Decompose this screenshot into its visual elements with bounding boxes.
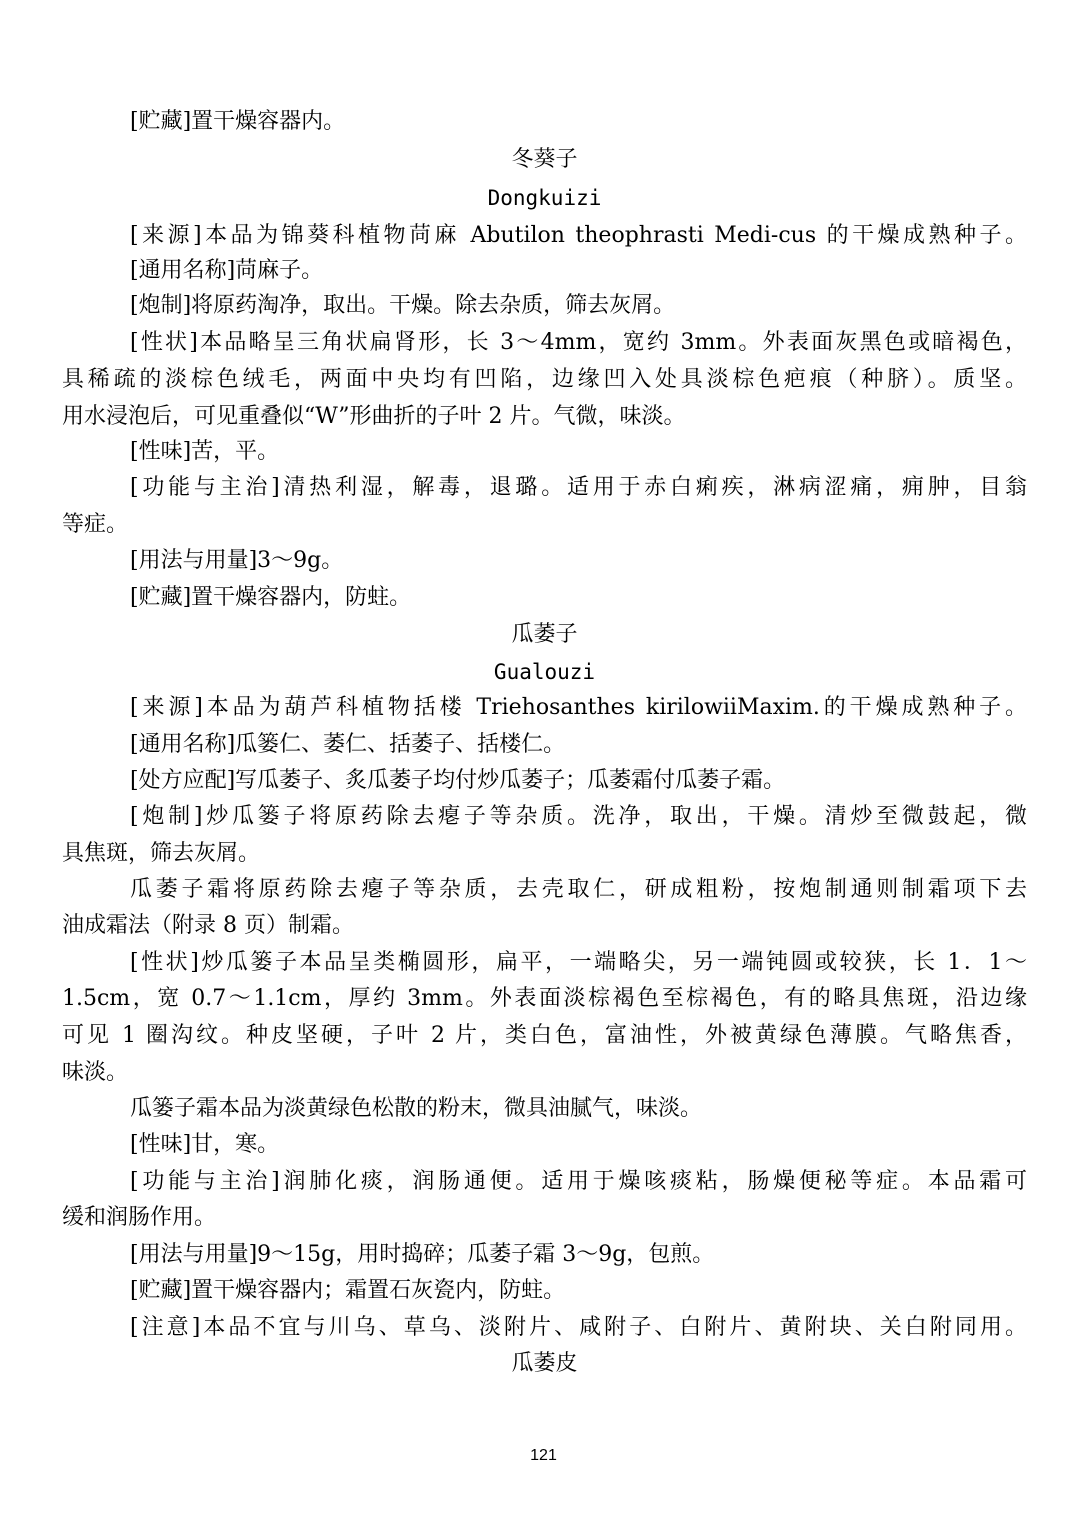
text-line: [性味]苦，平。 bbox=[130, 439, 280, 464]
text-line: [功能与主治]清热利湿，解毒，退璐。适用于赤白痢疾，淋病涩痛，痈肿，目翁 bbox=[130, 475, 1027, 500]
text-line: [通用名称]瓜篓仁、萎仁、括萎子、括楼仁。 bbox=[130, 732, 566, 757]
text-line: 油成霜法（附录 8 页）制霜。 bbox=[62, 913, 354, 938]
page-number: 121 bbox=[530, 1447, 557, 1464]
text-line: 1.5cm，宽 0.7～1.1cm，厚约 3mm。外表面淡棕褐色至棕褐色，有的略具焦斑，沿边缘 bbox=[62, 986, 1027, 1011]
text-line: [功能与主治]润肺化痰，润肠通便。适用于燥咳痰粘，肠燥便秘等症。本品霜可 bbox=[130, 1169, 1027, 1194]
text-line: 瓜萎子霜将原药除去瘪子等杂质，去壳取仁，研成粗粉，按炮制通则制霜项下去 bbox=[130, 877, 1027, 902]
section-pinyin: Dongkuizi bbox=[487, 186, 602, 210]
text-line: [处方应配]写瓜萎子、炙瓜萎子均付炒瓜萎子；瓜萎霜付瓜萎子霜。 bbox=[130, 768, 786, 793]
section-title: 冬葵子 bbox=[511, 147, 578, 172]
section-pinyin: Gualouzi bbox=[493, 660, 596, 684]
text-line: 具稀疏的淡棕色绒毛，两面中央均有凹陷，边缘凹入处具淡棕色疤痕（种脐）。质坚。 bbox=[62, 367, 1027, 392]
text-line: 味淡。 bbox=[62, 1060, 129, 1085]
text-line: [性味]甘，寒。 bbox=[130, 1132, 280, 1157]
text-line: [贮藏]置干燥容器内；霜置石灰瓷内，防蛀。 bbox=[130, 1278, 566, 1303]
text-line: 用水浸泡后，可见重叠似“W”形曲折的子叶 2 片。气微，味淡。 bbox=[62, 404, 686, 429]
text-line: [贮藏]置干燥容器内，防蛀。 bbox=[130, 585, 412, 610]
text-line: [贮藏]置干燥容器内。 bbox=[130, 109, 346, 134]
text-line: [性状]本品略呈三角状扁肾形，长 3～4mm，宽约 3mm。外表面灰黑色或暗褐色， bbox=[130, 330, 1027, 355]
text-line: [注意]本品不宜与川乌、草乌、淡附片、咸附子、白附片、黄附块、关白附同用。 bbox=[130, 1315, 1027, 1340]
text-line: 等症。 bbox=[62, 512, 129, 537]
text-line: [用法与用量]3～9g。 bbox=[130, 548, 344, 573]
text-line: [炮制]炒瓜篓子将原药除去瘪子等杂质。洗净，取出，干燥。清炒至微鼓起，微 bbox=[130, 804, 1027, 829]
text-line: 缓和润肠作用。 bbox=[62, 1205, 217, 1230]
text-line: [炮制]将原药淘净，取出。干燥。除去杂质，筛去灰屑。 bbox=[130, 293, 676, 318]
text-line: [来源]本品为葫芦科植物括楼 Triehosanthes kirilowiiMaxim.的干燥成熟种子。 bbox=[130, 695, 1027, 720]
text-line: [用法与用量]9～15g，用时捣碎；瓜萎子霜 3～9g，包煎。 bbox=[130, 1242, 715, 1267]
text-line: [通用名称]苘麻子。 bbox=[130, 258, 324, 283]
text-line: 可见 1 圈沟纹。种皮坚硬，子叶 2 片，类白色，富油性，外被黄绿色薄膜。气略焦香， bbox=[62, 1023, 1027, 1048]
section-title: 瓜萎子 bbox=[511, 622, 578, 647]
section-title: 瓜萎皮 bbox=[511, 1351, 578, 1376]
text-line: 瓜篓子霜本品为淡黄绿色松散的粉末，微具油腻气，味淡。 bbox=[130, 1096, 703, 1121]
text-line: 具焦斑，筛去灰屑。 bbox=[62, 841, 261, 866]
text-line: [性状]炒瓜篓子本品呈类椭圆形，扁平，一端略尖，另一端钝圆或较狭，长 1．1～ bbox=[130, 950, 1027, 975]
text-line: [来源]本品为锦葵科植物苘麻 Abutilon theophrasti Medi-cus 的干燥成熟种子。 bbox=[130, 223, 1027, 248]
